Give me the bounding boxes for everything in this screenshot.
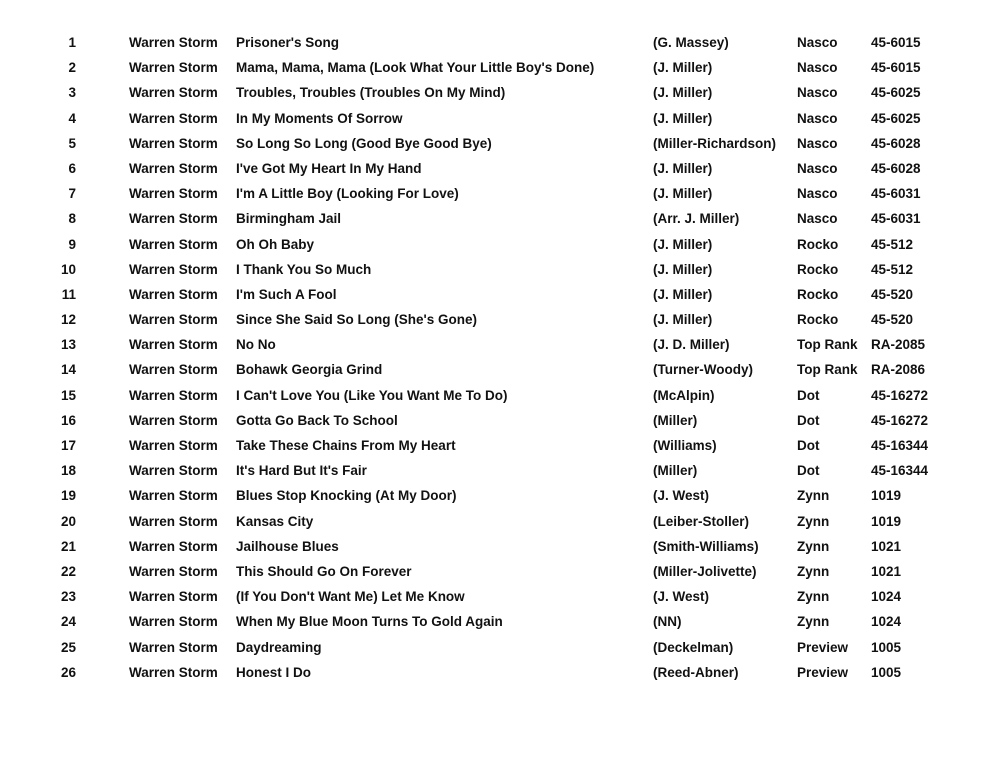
- artist-name: Warren Storm: [129, 614, 218, 630]
- artist-name: Warren Storm: [129, 513, 218, 529]
- artist-name: Warren Storm: [129, 236, 218, 252]
- track-number: 3: [68, 85, 76, 101]
- catalog-number: 45-6031: [871, 186, 921, 202]
- track-number: 19: [60, 488, 76, 504]
- track-number: 2: [68, 60, 76, 76]
- track-number: 12: [60, 312, 76, 328]
- track-number: 23: [60, 589, 76, 605]
- song-title: Prisoner's Song: [236, 35, 339, 50]
- catalog-number: 45-6031: [871, 211, 921, 227]
- track-number: 10: [60, 261, 76, 277]
- track-number: 8: [68, 211, 76, 227]
- artist-name: Warren Storm: [129, 312, 218, 328]
- song-title: Since She Said So Long (She's Gone): [236, 312, 477, 328]
- discography-row: [0, 559, 1000, 584]
- song-title: I Thank You So Much: [236, 261, 372, 277]
- song-title: Honest I Do: [236, 664, 312, 680]
- artist-name: Warren Storm: [129, 664, 218, 680]
- track-number: 24: [60, 614, 76, 630]
- song-title: So Long So Long (Good Bye Good Bye): [236, 135, 492, 151]
- record-label: Zynn: [797, 538, 830, 554]
- discography-row: [0, 357, 1000, 382]
- track-number: 9: [68, 236, 76, 252]
- discography-row: [0, 257, 1000, 282]
- discography-row: [0, 156, 1000, 181]
- record-label: Dot: [797, 463, 820, 479]
- artist-name: Warren Storm: [129, 387, 218, 403]
- songwriter-credit: (J. Miller): [653, 261, 713, 277]
- song-title: I'm A Little Boy (Looking For Love): [236, 186, 459, 202]
- songwriter-credit: (J. D. Miller): [653, 337, 730, 353]
- artist-name: Warren Storm: [129, 412, 218, 428]
- songwriter-credit: (Miller-Richardson): [653, 135, 777, 151]
- songwriter-credit: (Williams): [653, 438, 717, 453]
- song-title: Jailhouse Blues: [236, 538, 339, 554]
- catalog-number: RA-2086: [871, 362, 926, 378]
- song-title: Take These Chains From My Heart: [236, 438, 456, 453]
- song-title: Birmingham Jail: [236, 211, 342, 227]
- catalog-number: 45-16272: [871, 412, 929, 428]
- songwriter-credit: (J. Miller): [653, 286, 713, 302]
- discography-row: [0, 307, 1000, 332]
- artist-name: Warren Storm: [129, 639, 218, 655]
- discography-list: [0, 30, 1000, 685]
- song-title: Bohawk Georgia Grind: [236, 362, 383, 378]
- track-number: 11: [61, 286, 76, 302]
- song-title: I Can't Love You (Like You Want Me To Do): [236, 387, 508, 403]
- artist-name: Warren Storm: [129, 438, 218, 453]
- track-number: 4: [68, 110, 76, 126]
- song-title: (If You Don't Want Me) Let Me Know: [236, 589, 465, 605]
- record-label: Dot: [797, 412, 820, 428]
- songwriter-credit: (G. Massey): [653, 35, 729, 50]
- record-label: Zynn: [797, 488, 830, 504]
- songwriter-credit: (J. Miller): [653, 236, 713, 252]
- record-label: Rocko: [797, 312, 839, 328]
- catalog-number: 45-6015: [871, 35, 921, 50]
- artist-name: Warren Storm: [129, 35, 218, 50]
- artist-name: Warren Storm: [129, 261, 218, 277]
- record-label: Nasco: [797, 186, 838, 202]
- record-label: Preview: [797, 639, 849, 655]
- track-number: 15: [60, 387, 76, 403]
- artist-name: Warren Storm: [129, 337, 218, 353]
- catalog-number: 45-6025: [871, 110, 921, 126]
- record-label: Nasco: [797, 85, 838, 101]
- track-number: 16: [60, 412, 76, 428]
- record-label: Rocko: [797, 236, 839, 252]
- catalog-number: 45-16344: [871, 463, 929, 479]
- track-number: 20: [60, 513, 76, 529]
- song-title: When My Blue Moon Turns To Gold Again: [236, 614, 503, 630]
- catalog-number: 45-16272: [871, 387, 929, 403]
- songwriter-credit: (McAlpin): [653, 387, 715, 403]
- artist-name: Warren Storm: [129, 135, 218, 151]
- track-number: 6: [68, 160, 76, 176]
- catalog-number: 45-512: [871, 236, 914, 252]
- songwriter-credit: (Turner-Woody): [653, 362, 753, 378]
- record-label: Nasco: [797, 110, 838, 126]
- catalog-number: 1021: [871, 538, 902, 554]
- record-label: Top Rank: [797, 362, 858, 378]
- artist-name: Warren Storm: [129, 60, 218, 76]
- artist-name: Warren Storm: [129, 463, 218, 479]
- discography-row: [0, 408, 1000, 433]
- artist-name: Warren Storm: [129, 589, 218, 605]
- record-label: Nasco: [797, 35, 838, 50]
- song-title: Daydreaming: [236, 639, 322, 655]
- discography-row: [0, 55, 1000, 80]
- track-number: 17: [60, 438, 76, 453]
- artist-name: Warren Storm: [129, 538, 218, 554]
- song-title: No No: [236, 337, 276, 353]
- catalog-number: 1019: [871, 513, 902, 529]
- song-title: I've Got My Heart In My Hand: [236, 160, 422, 176]
- artist-name: Warren Storm: [129, 488, 218, 504]
- songwriter-credit: (Leiber-Stoller): [653, 513, 750, 529]
- songwriter-credit: (J. West): [653, 488, 710, 504]
- songwriter-credit: (J. Miller): [653, 85, 713, 101]
- discography-row: [0, 458, 1000, 483]
- song-title: It's Hard But It's Fair: [236, 463, 367, 479]
- catalog-number: 45-512: [871, 261, 914, 277]
- songwriter-credit: (J. Miller): [653, 110, 713, 126]
- songwriter-credit: (Arr. J. Miller): [653, 211, 740, 227]
- catalog-number: 1019: [871, 488, 902, 504]
- record-label: Dot: [797, 438, 820, 453]
- record-label: Nasco: [797, 135, 838, 151]
- discography-row: [0, 30, 1000, 55]
- catalog-number: 1005: [871, 639, 902, 655]
- track-number: 13: [60, 337, 76, 353]
- artist-name: Warren Storm: [129, 186, 218, 202]
- track-number: 25: [60, 639, 76, 655]
- songwriter-credit: (Miller): [653, 463, 698, 479]
- discography-row: [0, 80, 1000, 105]
- discography-row: [0, 660, 1000, 685]
- song-title: Oh Oh Baby: [236, 236, 315, 252]
- track-number: 1: [68, 35, 76, 50]
- songwriter-credit: (Miller): [653, 412, 698, 428]
- discography-row: [0, 534, 1000, 559]
- songwriter-credit: (J. Miller): [653, 186, 713, 202]
- catalog-number: 1005: [871, 664, 902, 680]
- songwriter-credit: (Deckelman): [653, 639, 734, 655]
- catalog-number: 1024: [871, 589, 902, 605]
- songwriter-credit: (J. Miller): [653, 60, 713, 76]
- discography-row: [0, 383, 1000, 408]
- catalog-number: 1021: [871, 563, 902, 579]
- record-label: Rocko: [797, 286, 839, 302]
- catalog-number: 45-520: [871, 312, 914, 328]
- discography-row: [0, 483, 1000, 508]
- record-label: Nasco: [797, 160, 838, 176]
- discography-row: [0, 509, 1000, 534]
- track-number: 14: [60, 362, 76, 378]
- catalog-number: 1024: [871, 614, 902, 630]
- artist-name: Warren Storm: [129, 563, 218, 579]
- discography-row: [0, 131, 1000, 156]
- discography-row: [0, 106, 1000, 131]
- catalog-number: 45-520: [871, 286, 914, 302]
- songwriter-credit: (J. Miller): [653, 160, 713, 176]
- song-title: Blues Stop Knocking (At My Door): [236, 488, 457, 504]
- artist-name: Warren Storm: [129, 110, 218, 126]
- song-title: This Should Go On Forever: [236, 563, 412, 579]
- catalog-number: 45-6015: [871, 60, 921, 76]
- discography-row: [0, 584, 1000, 609]
- songwriter-credit: (J. Miller): [653, 312, 713, 328]
- track-number: 21: [60, 538, 76, 554]
- discography-row: [0, 206, 1000, 231]
- songwriter-credit: (NN): [653, 614, 682, 630]
- catalog-number: RA-2085: [871, 337, 926, 353]
- record-label: Zynn: [797, 513, 830, 529]
- catalog-number: 45-6028: [871, 135, 921, 151]
- track-number: 7: [68, 186, 76, 202]
- track-number: 26: [60, 664, 76, 680]
- song-title: Kansas City: [236, 513, 314, 529]
- record-label: Dot: [797, 387, 820, 403]
- catalog-number: 45-16344: [871, 438, 929, 453]
- record-label: Rocko: [797, 261, 839, 277]
- discography-row: [0, 232, 1000, 257]
- discography-row: [0, 332, 1000, 357]
- songwriter-credit: (Reed-Abner): [653, 664, 739, 680]
- record-label: Nasco: [797, 211, 838, 227]
- artist-name: Warren Storm: [129, 362, 218, 378]
- discography-row: [0, 433, 1000, 458]
- record-label: Top Rank: [797, 337, 858, 353]
- record-label: Zynn: [797, 589, 830, 605]
- song-title: I'm Such A Fool: [236, 286, 337, 302]
- discography-row: [0, 635, 1000, 660]
- catalog-number: 45-6025: [871, 85, 921, 101]
- record-label: Nasco: [797, 60, 838, 76]
- artist-name: Warren Storm: [129, 160, 218, 176]
- record-label: Zynn: [797, 563, 830, 579]
- record-label: Preview: [797, 664, 849, 680]
- track-number: 5: [68, 135, 76, 151]
- song-title: Mama, Mama, Mama (Look What Your Little Boy's Done): [236, 60, 595, 76]
- discography-row: [0, 609, 1000, 634]
- songwriter-credit: (J. West): [653, 589, 710, 605]
- discography-row: [0, 282, 1000, 307]
- song-title: Gotta Go Back To School: [236, 412, 398, 428]
- discography-row: [0, 181, 1000, 206]
- songwriter-credit: (Smith-Williams): [653, 538, 759, 554]
- track-number: 22: [60, 563, 76, 579]
- catalog-number: 45-6028: [871, 160, 921, 176]
- record-label: Zynn: [797, 614, 830, 630]
- songwriter-credit: (Miller-Jolivette): [653, 563, 757, 579]
- artist-name: Warren Storm: [129, 211, 218, 227]
- artist-name: Warren Storm: [129, 85, 218, 101]
- track-number: 18: [60, 463, 76, 479]
- song-title: Troubles, Troubles (Troubles On My Mind): [236, 85, 506, 101]
- song-title: In My Moments Of Sorrow: [236, 110, 403, 126]
- artist-name: Warren Storm: [129, 286, 218, 302]
